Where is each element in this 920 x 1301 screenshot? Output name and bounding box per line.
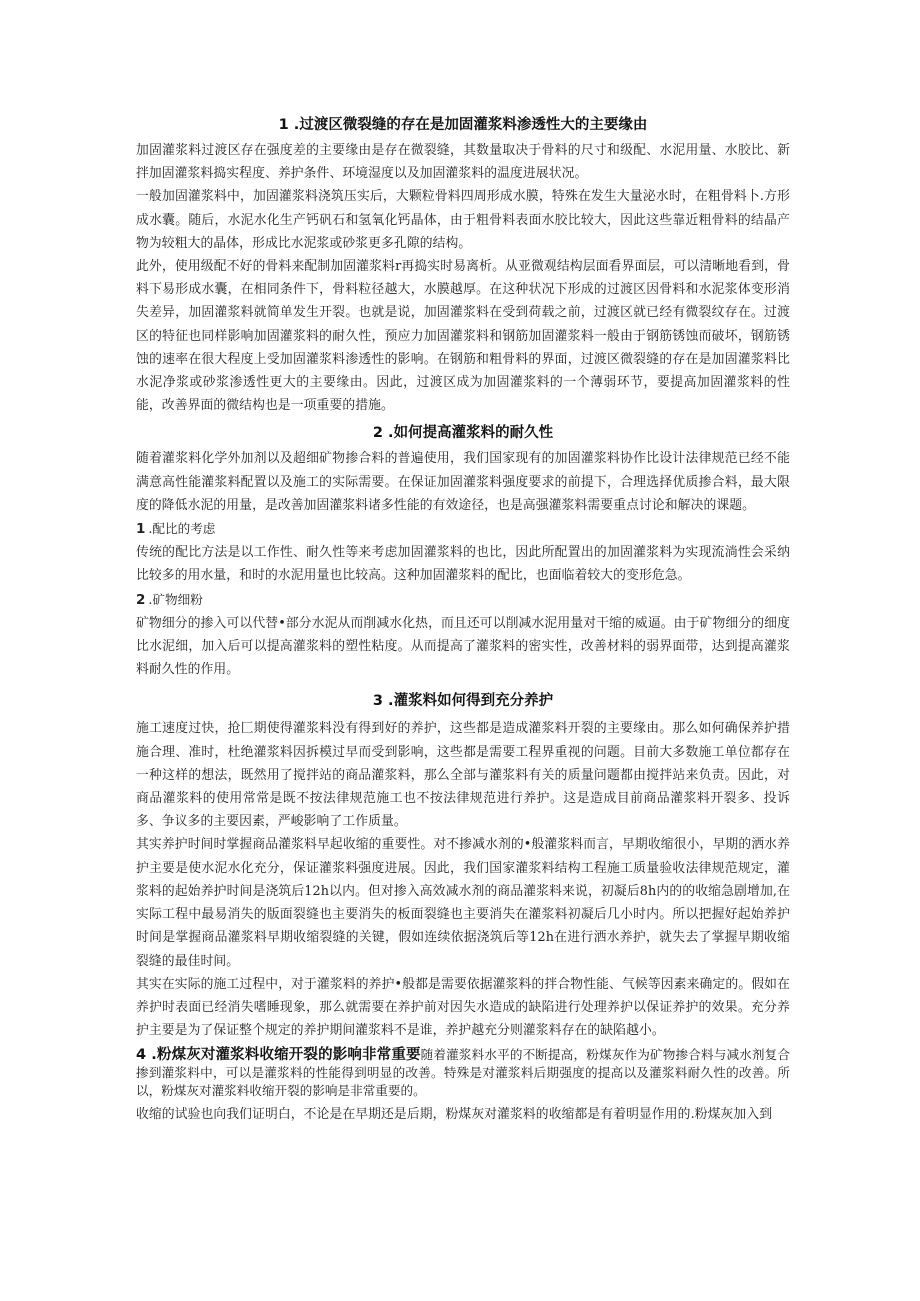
subsection-1-label: .配比的考虑 [148, 521, 216, 537]
document-body [136, 112, 790, 1127]
subsection-1-number: 1 [136, 521, 146, 538]
section-1-paragraph: 一般加固灌浆料中，加固灌浆料浇筑压实后，大颗粒骨料四周形成水膜，特殊在发生大量泌水时，在粗骨料卜.方形成水囊。随后，水泥水化生产钙矾石和氢氧化钙晶体，由于粗骨料表面水胶比较大，因此这些靠近粗骨料的结晶产物为较粗大的晶体，形成比水泥浆或砂浆更多孔隙的结构。 [136, 189, 790, 251]
subsection-1-text: 传统的配比方法是以工作性、耐久性等来考虑加固灌浆料的也比，因此所配置出的加固灌浆料为实现流淌性会采纳比较多的用水量，和时的水泥用量也比较高。这种加固灌浆料的配比，也面临着较大的变形危急。 [136, 545, 790, 584]
section-3-paragraph: 其实在实际的施工过程中，对于灌浆料的养护•般都是需要依据灌浆料的拌合物性能、气候等因素来确定的。假如在养护时表面已经消失嗜睡现象，那么就需要在养护前对因失水造成的缺陷进行处理养护以保证养护的效果。充分养护主要是为了保证整个规定的养护期间灌浆料不是谁，养护越充分则灌浆料存在的缺陷越小。 [136, 976, 790, 1039]
section-1-paragraph: 此外，使用级配不好的骨料来配制加固灌浆料r再捣实时易离析。从亚微观结构层面看界面层，可以清晰地看到，骨料下易形成水囊，在相同条件下，骨料粒径越大，水膜越厚。在这种状况下形成的过渡区因骨料和水泥浆体变形消失差异，加固灌浆料就简单发生开裂。也就是说，加固灌浆料在受到荷载之前，过渡区就已经有微裂纹存在。过渡区的特征也同样影响加固灌浆料的耐久性，预应力加固灌浆料和钢筋加固灌浆料一般由于钢筋锈蚀而破坏，钢筋锈蚀的速率在很大程度上受加固灌浆料渗透性的影响。在钢筋和粗骨料的界面，过渡区微裂缝的存在是加固灌浆料比水泥净浆或砂浆渗透性更大的主要缘由。因此，过渡区成为加固灌浆料的一个薄弱环节，要提高加固灌浆料的性能，改善界面的微结构也是一项重要的措施。 [136, 259, 790, 414]
subsection-1-heading [136, 517, 790, 541]
subsection-2-label: .矿物细粉 [148, 591, 203, 607]
section-4-inline-text: 随着灌浆料水平的不断提高，粉煤灰作为矿物掺合料与减水剂复合掺到灌浆料中，可以是灌浆料的性能得到明显的改善。特殊是对灌浆料后期强度的提高以及灌浆料耐久性的改善。所以，粉煤灰对灌浆料收缩开裂的影响是非常重要的。 [136, 1047, 790, 1099]
section-4-lead [136, 1046, 790, 1100]
section-3-paragraph: 施工速度过快，抢匚期使得灌浆料没有得到好的养护，这些都是造成灌浆料开裂的主要缘由。那么如何确保养护措施合理、准时，杜绝灌浆料因拆模过早而受到影响，这些都是需要工程界重视的问题。目前大多数施工单位都存在一种这样的想法，既然用了搅拌站的商品灌浆料，那么全部与灌浆料有关的质量问题都由搅拌站来负责。因此，对商品灌浆料的使用常常是既不按法律规范施工也不按法律规范进行养护。这是造成目前商品灌浆料开裂多、投诉多、争议多的主要因素，严峻影响了工作质量。 [136, 721, 790, 830]
section-1-paragraph: 加固灌浆料过渡区存在强度差的主要缘由是存在微裂缝，其数量取决于骨料的尺寸和级配、水泥用量、水胶比、新拌加固灌浆料捣实程度、养护条件、环境湿度以及加固灌浆料的温度进展状况。 [136, 143, 790, 182]
section-4-title: 4 .粉煤灰对灌浆料收缩开裂的影响非常重要 [136, 1047, 421, 1064]
section-1-title: 1 .过渡区微裂缝的存在是加固灌浆料渗透性大的主要缘由 [278, 117, 648, 133]
section-3-paragraph: 其实养护时间时掌握商品灌浆料早起收缩的重要性。对不掺减水剂的•般灌浆料而言，早期收缩很小，早期的洒水养护主要是使水泥水化充分，保证灌浆料强度进展。因此，我们国家灌浆料结构工程施工质量验收法律规范规定，灌浆料的起始养护时间是浇筑后12h以内。但对掺入高效减水剂的商品灌浆料来说，初凝后8h内的的收缩急剧增加,在实际工程中最易消失的版面裂缝也主要消失的板面裂缝也主要消失在灌浆料初凝后几小时内。所以把握好起始养护时间是掌握商品灌浆料早期收缩裂缝的关键，假如连续依据浇筑后等12h在进行洒水养护，就失去了掌握早期收缩裂缝的最佳时间。 [136, 837, 790, 969]
subsection-2-number: 2 [136, 591, 146, 608]
subsection-2-text: 矿物细分的掺入可以代替•部分水泥从而削减水化热，而且还可以削减水泥用量对干缩的威逼。由于矿物细分的细度比水泥细，加入后可以提高灌浆料的塑性粘度。从而提高了灌浆料的密实性，改善材料的弱界面带，达到提高灌浆料耐久性的作用。 [136, 615, 790, 678]
subsection-2-heading [136, 588, 790, 612]
section-4-paragraph: 收缩的试验也向我们证明白，不论是在早期还是后期，粉煤灰对灌浆料的收缩都是有着明显作用的.粉煤灰加入到 [136, 1107, 773, 1123]
section-3-title: 3 .灌浆料如何得到充分养护 [372, 693, 554, 710]
section-2-intro: 随着灌浆料化学外加剂以及超细矿物掺合料的普遍使用，我们国家现有的加固灌浆料协作比设计法律规范已经不能满意高性能灌浆料配置以及施工的实际需要。在保证加固灌浆料强度要求的前提下，合理选择优质掺合料，最大限度的降低水泥的用量，是改善加固灌浆料诸多性能的有效途径，也是高强灌浆料需要重点讨论和解决的课题。 [136, 451, 790, 513]
section-2-title: 2 .如何提高灌浆料的耐久性 [372, 425, 554, 442]
